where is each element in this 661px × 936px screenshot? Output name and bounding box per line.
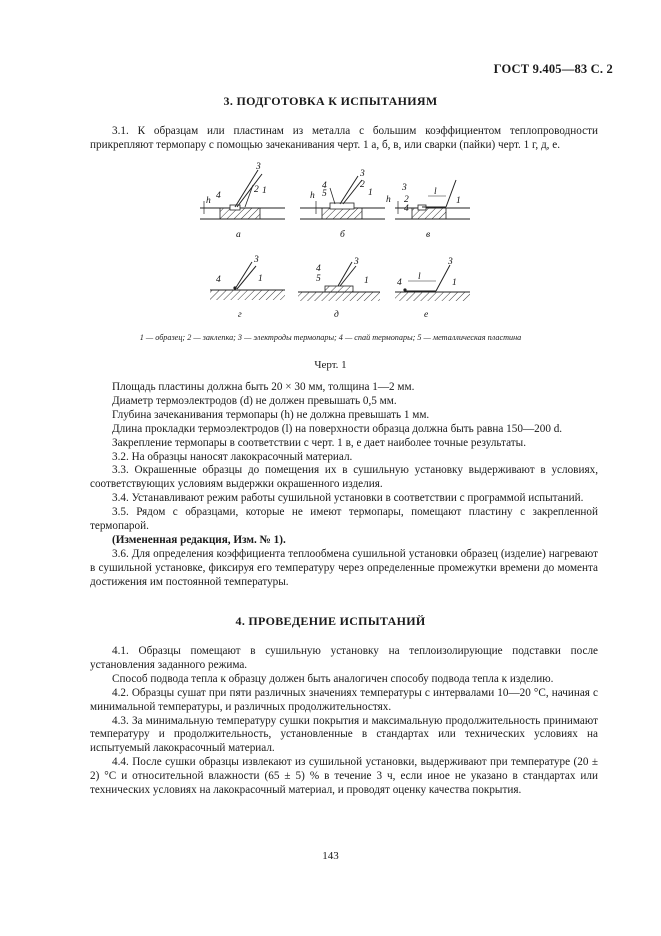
- mark-h: h: [310, 191, 315, 201]
- panel-label-e: е: [424, 310, 429, 320]
- paragraph-3-5: 3.5. Рядом с образцами, которые не имеют термопары, помещают пластину с закрепленной термопарой.: [90, 506, 598, 533]
- mark-l: l: [418, 272, 421, 282]
- mark-3: 3: [402, 183, 407, 193]
- panel-e: [395, 257, 470, 320]
- paragraph-3-4: 3.4. Устанавливают режим работы сушильной установки в соответствии с программой испытаний.: [112, 492, 584, 505]
- mark-4: 4: [216, 191, 221, 201]
- mark-1: 1: [364, 276, 369, 286]
- mark-4: 4: [216, 275, 221, 285]
- mark-2: 2: [360, 180, 365, 190]
- mark-h: h: [386, 195, 391, 205]
- paragraph-4-4: 4.4. После сушки образцы извлекают из сушильной установки, выдерживают при температуре (20 ± 2) °С и относительной влажности (65 ± 5) % в течение 3 ч, если иное не указано в стандартах или технических условиях на лакокрасочный материал, и проводят оценку качества покрытия.: [90, 756, 598, 797]
- mark-4: 4: [322, 181, 327, 191]
- mark-3: 3: [254, 255, 259, 265]
- panel-label-g: г: [238, 310, 242, 320]
- mark-1: 1: [258, 274, 263, 284]
- panel-label-b: б: [340, 230, 345, 240]
- spec-line: Закрепление термопары в соответствии с черт. 1 в, е дает наиболее точные результаты.: [112, 436, 526, 449]
- mark-4: 4: [397, 278, 402, 288]
- standard-header: ГОСТ 9.405—83 С. 2: [493, 62, 613, 76]
- mark-1: 1: [262, 186, 267, 196]
- panel-b: [300, 169, 385, 240]
- mark-5: 5: [316, 274, 321, 284]
- mark-3: 3: [448, 257, 453, 267]
- spec-line: Глубина зачеканивания термопары (h) не должна превышать 1 мм.: [112, 408, 430, 421]
- mark-2: 2: [254, 185, 259, 195]
- paragraph-3-6: 3.6. Для определения коэффициента теплообмена сушильной установки образец (изделие) нагревают в сушильной установке, фиксируя его температуру через определенные промежутки времени до момента достижения им постоянной температуры.: [90, 547, 598, 588]
- panel-label-d: д: [334, 310, 339, 320]
- mark-2: 2: [404, 195, 409, 205]
- mark-3: 3: [360, 169, 365, 179]
- section-4-title: 4. ПРОВЕДЕНИЕ ИСПЫТАНИЙ: [235, 614, 426, 628]
- mark-h: h: [206, 196, 211, 206]
- panel-g: [210, 255, 285, 320]
- panel-d: [298, 257, 380, 320]
- mark-1: 1: [456, 196, 461, 206]
- amendment-note: (Измененная редакция, Изм. № 1).: [112, 533, 286, 546]
- mark-3: 3: [354, 257, 359, 267]
- paragraph-4-2: 4.2. Образцы сушат при пяти различных значениях температуры с интервалами 10—20 °С, начиная с минимальной температуры, и различных продолжительностях.: [90, 686, 598, 713]
- paragraph-3-2: 3.2. На образцы наносят лакокрасочный материал.: [112, 450, 353, 463]
- paragraph-3-1-text: 3.1. К образцам или пластинам из металла с большим коэффициентом теплопроводности прикрепляют термопару с помощью зачеканивания черт. 1 а, б, в, или сварки (пайки) черт. 1 г, д, е.: [90, 125, 598, 151]
- spec-line: Длина прокладки термоэлектродов (l) на поверхности образца должна быть равна 150—200 d.: [112, 422, 563, 435]
- panel-label-a: а: [236, 230, 241, 240]
- paragraph-4-3: 4.3. За минимальную температуру сушки покрытия и максимальную продолжительность принимают температуру и продолжительность, установленные в стандартах или технических условиях на испытуемый лакокрасочный материал.: [90, 714, 598, 755]
- panel-a: [200, 162, 285, 240]
- section-3-body: [90, 381, 598, 590]
- figure-1-diagram: [0, 0, 661, 340]
- mark-5: 5: [322, 189, 327, 199]
- section-4-body: [90, 645, 598, 798]
- mark-4: 4: [404, 204, 409, 214]
- paragraph-4-1: 4.1. Образцы помещают в сушильную установку на теплоизолирующие подставки после установления заданного режима.: [90, 645, 598, 671]
- spec-line: Диаметр термоэлектродов (d) не должен превышать 0,5 мм.: [112, 394, 397, 407]
- paragraph-3-3: 3.3. Окрашенные образцы до помещения их в сушильную установку выдерживают в условиях, соответствующих условиям выдержки окрашенного изделия.: [90, 464, 598, 491]
- panel-v: [386, 180, 470, 240]
- mark-l: l: [434, 187, 437, 197]
- figure-legend: 1 — образец; 2 — заклепка; 3 — электроды термопары; 4 — спай термопары; 5 — металлическая пластина: [139, 333, 522, 342]
- mark-1: 1: [368, 188, 373, 198]
- section-3-title: 3. ПОДГОТОВКА К ИСПЫТАНИЯМ: [223, 94, 438, 108]
- mark-1: 1: [452, 278, 457, 288]
- page-number: 143: [322, 850, 339, 862]
- mark-3: 3: [256, 162, 261, 172]
- spec-line: Площадь пластины должна быть 20 × 30 мм, толщина 1—2 мм.: [112, 381, 415, 393]
- figure-caption: Черт. 1: [314, 359, 347, 371]
- mark-4: 4: [316, 264, 321, 274]
- panel-label-v: в: [426, 230, 431, 240]
- paragraph-4-1-heat: Способ подвода тепла к образцу должен быть аналогичен способу подвода тепла к изделию.: [112, 672, 554, 685]
